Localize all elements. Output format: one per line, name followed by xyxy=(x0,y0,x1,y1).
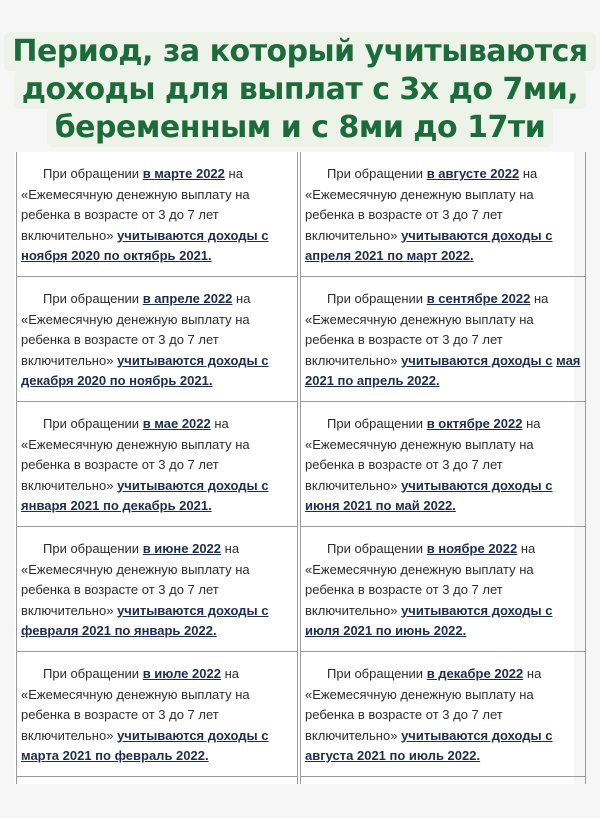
month-link: в декабре 2022 xyxy=(426,666,524,681)
title-line-1: Период, за который учитываются xyxy=(0,33,600,71)
table-cell: При обращении в апреле 2022 на «Ежемесячную денежную выплату на ребенка в возрасте от 3 до 7 лет включительно» учитываются доходы с декабря 2020 по ноябрь 2021. xyxy=(17,277,297,402)
period-text: января 2021 по декабрь 2021. xyxy=(21,498,212,513)
table-cell: При обращении в июне 2022 на «Ежемесячную денежную выплату на ребенка в возрасте от 3 до 7 лет включительно» учитываются доходы с февраля 2021 по январь 2022. xyxy=(17,527,297,652)
table-cell: При обращении в декабре 2022 на «Ежемесячную денежную выплату на ребенка в возрасте от 3 до 7 лет включительно» учитываются доходы с августа 2021 по июль 2022. xyxy=(301,652,585,777)
table-cell: При обращении в марте 2022 на «Ежемесячную денежную выплату на ребенка в возрасте от 3 до 7 лет включительно» учитываются доходы с ноября 2020 по октябрь 2021. xyxy=(17,152,297,277)
table-cell: При обращении в июле 2022 на «Ежемесячную денежную выплату на ребенка в возрасте от 3 до 7 лет включительно» учитываются доходы с марта 2021 по февраль 2022. xyxy=(17,652,297,777)
period-text: мая 2021 по апрель 2022. xyxy=(305,352,581,388)
period-text: августа 2021 по июль 2022. xyxy=(305,748,481,763)
period-text: февраля 2021 по январь 2022. xyxy=(21,623,217,638)
period-text: июля 2021 по июнь 2022. xyxy=(305,623,467,638)
period-text: июня 2021 по май 2022. xyxy=(305,498,456,513)
month-link: в августе 2022 xyxy=(426,166,520,181)
period-text: ноября 2020 по октябрь 2021. xyxy=(21,248,212,263)
month-link: в марте 2022 xyxy=(142,166,225,181)
table-cell: При обращении в августе 2022 на «Ежемесячную денежную выплату на ребенка в возрасте от 3 до 7 лет включительно» учитываются доходы с апреля 2021 по март 2022. xyxy=(301,152,585,277)
table-column-left xyxy=(16,152,298,784)
month-link: в июле 2022 xyxy=(142,666,221,681)
period-text: марта 2021 по февраль 2022. xyxy=(21,748,209,763)
title-line-3: беременным и с 8ми до 17ти xyxy=(0,109,600,147)
table-column-right xyxy=(300,152,586,784)
table-cell: При обращении в мае 2022 на «Ежемесячную денежную выплату на ребенка в возрасте от 3 до 7 лет включительно» учитываются доходы с января 2021 по декабрь 2021. xyxy=(17,402,297,527)
month-link: в мае 2022 xyxy=(142,416,211,431)
month-link: в июне 2022 xyxy=(142,541,222,556)
month-link: в апреле 2022 xyxy=(142,291,233,306)
month-link: в ноябре 2022 xyxy=(426,541,518,556)
period-text: апреля 2021 по март 2022. xyxy=(305,248,474,263)
page-title xyxy=(0,0,600,152)
period-text: декабря 2020 по ноябрь 2021. xyxy=(21,373,213,388)
document-table xyxy=(14,152,581,784)
table-cell: При обращении в ноябре 2022 на «Ежемесячную денежную выплату на ребенка в возрасте от 3 до 7 лет включительно» учитываются доходы с июля 2021 по июнь 2022. xyxy=(301,527,585,652)
month-link: в октябре 2022 xyxy=(426,416,523,431)
table-cell: При обращении в сентябре 2022 на «Ежемесячную денежную выплату на ребенка в возрасте от 3 до 7 лет включительно» учитываются доходы с мая 2021 по апрель 2022. xyxy=(301,277,585,402)
title-line-2: доходы для выплат с 3х до 7ми, xyxy=(0,71,600,109)
month-link: в сентябре 2022 xyxy=(426,291,531,306)
table-cell: При обращении в октябре 2022 на «Ежемесячную денежную выплату на ребенка в возрасте от 3 до 7 лет включительно» учитываются доходы с июня 2021 по май 2022. xyxy=(301,402,585,527)
